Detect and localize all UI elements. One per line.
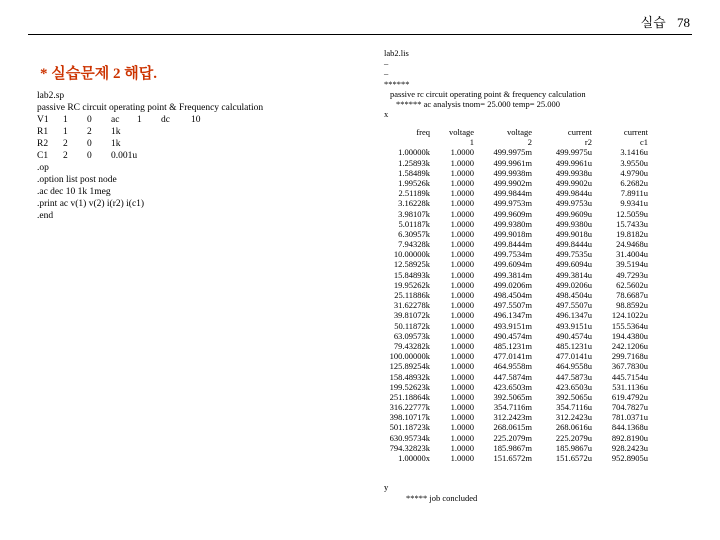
table-cell: 3.9550u [620,157,648,168]
table-cell: 1.0000 [450,208,474,219]
table-cell: 498.4504u [555,290,592,300]
table-cell: 490.4574u [555,330,592,341]
netlist-cell: 1k [111,127,121,137]
table-cell: 6.2682u [620,177,648,188]
table-cell: 499.3814m [493,269,532,280]
listing-line: x [384,109,389,120]
table-cell: 499.9753u [555,198,592,209]
table-cell: 39.5194u [616,259,648,270]
table-cell: 367.7830u [611,361,648,372]
header-title: 실습 [640,15,666,30]
table-cell: 499.8444u [555,239,592,250]
table-cell: 354.7116m [493,402,532,413]
table-cell: 225.2079m [493,432,532,443]
netlist-cell: dc [161,115,170,125]
table-cell: 1.0000 [450,239,474,250]
table-cell: 194.4380u [611,330,648,341]
table-cell: 892.8190u [611,432,648,443]
listing-y-marker: y [384,482,389,492]
page-header [633,12,690,31]
table-cell: 496.1347u [555,310,592,321]
netlist-element [37,150,263,162]
table-cell: 25.11886k [394,290,430,300]
netlist-cell: 1 [63,115,68,125]
table-cell: 185.9867u [555,442,592,453]
table-cell: 398.10717k [389,412,430,423]
table-cell: 1.0000 [450,279,474,290]
table-cell: 6.30957k [398,228,430,239]
table-cell: 1.0000 [450,167,474,178]
table-cell: 185.9867m [493,442,532,453]
table-cell: 1.0000 [450,453,474,463]
netlist-directive: .ac dec 10 1k 1meg [37,187,111,197]
table-cell: 619.4792u [611,391,648,402]
table-cell: 630.95734k [389,432,430,443]
table-cell: 1.99526k [398,177,430,188]
netlist-line: lab2.sp [37,91,65,101]
table-cell: 1.0000 [450,147,474,158]
table-cell: 7.8911u [620,188,648,199]
problem-title: * 실습문제 2 해답. [40,66,157,82]
table-cell: 477.0141m [493,351,532,362]
table-cell: 794.32823k [389,442,430,453]
table-cell: 952.8905u [611,453,648,463]
table-cell: 1.0000 [450,412,474,423]
netlist-cell: 0 [87,115,92,125]
table-cell: 79.43282k [393,340,430,351]
table-cell: 24.9468u [616,239,648,250]
table-cell: 423.6503u [555,381,592,392]
listing-header [384,48,586,119]
table-cell: 9.9341u [620,198,648,209]
listing-line: – [384,68,389,79]
table-cell: 1.0000 [450,188,474,199]
table-cell: 299.7168u [611,351,648,362]
table-cell: 499.0206u [555,279,592,290]
table-cell: 1.0000 [450,310,474,321]
netlist-element [37,114,263,126]
table-cell: 1.0000 [450,290,474,300]
table-cell: 1.58489k [398,167,430,178]
table-cell: 268.0616u [555,422,592,433]
table-cell: 316.22777k [389,402,430,413]
table-cell: 10.00000k [393,249,430,260]
table-cell: 445.7154u [611,371,648,382]
netlist-cell: C1 [37,151,49,161]
table-cell: 496.1347m [493,310,532,321]
table-cell: 158.48932k [389,371,430,382]
table-cell: 5.01187k [398,218,430,229]
table-cell: 1.0000 [450,432,474,443]
table-cell: 4.9790u [620,167,648,178]
table-cell: 499.9902m [493,177,532,188]
table-cell: 499.6094m [493,259,532,270]
netlist-cell: 2 [63,139,68,149]
table-cell: 3.16228k [398,198,430,209]
table-cell: 31.62278k [393,300,430,311]
table-cell: 151.6572u [555,453,592,463]
table-cell: 493.9151m [493,320,532,331]
table-cell: 1.0000 [450,391,474,402]
netlist-cell: 2 [63,151,68,161]
table-cell: 499.7534m [493,249,532,260]
table-cell: 78.6687u [616,290,648,300]
table-cell: 499.6094u [555,259,592,270]
table-cell: 1.0000 [450,198,474,209]
listing-line: ****** ac analysis tnom= 25.000 temp= 25.000 [396,98,560,109]
netlist-cell: 10 [191,115,201,125]
table-cell: 499.9902u [555,177,592,188]
table-cell: 499.3814u [555,269,592,280]
table-cell: 1.0000 [450,228,474,239]
table-cell: 1.0000 [450,330,474,341]
table-cell: 490.4574m [493,330,532,341]
netlist-cell: 1 [63,127,68,137]
table-cell: 155.5364u [611,320,648,331]
table-cell: 499.8444m [493,239,532,250]
table-cell: 1 [469,137,474,148]
table-cell: 499.9938u [555,167,592,178]
table-cell: 499.9609m [493,208,532,219]
table-cell: current [623,127,648,137]
netlist-cell: 1k [111,139,121,149]
table-cell: 1.0000 [450,351,474,362]
table-cell: 3.98107k [398,208,430,219]
table-cell: 1.0000 [450,361,474,372]
table-cell: 498.4504m [493,290,532,300]
table-cell: 499.9961m [493,157,532,168]
header-rule [28,34,692,35]
listing-tail [384,482,477,503]
netlist-cell: V1 [37,115,49,125]
netlist-cell: 0 [87,139,92,149]
table-cell: 1.0000 [450,320,474,331]
table-cell: 499.0206m [493,279,532,290]
table-cell: 12.58925k [393,259,430,270]
table-cell: 1.0000 [450,249,474,260]
table-cell: 151.6572m [493,453,532,463]
table-cell: current [567,127,592,137]
table-cell: 125.89254k [389,361,430,372]
table-cell: 1.0000 [450,177,474,188]
table-cell: 49.7293u [616,269,648,280]
netlist-cell: R2 [37,139,49,149]
table-cell: 354.7116u [556,402,592,413]
table-cell: 1.0000 [450,157,474,168]
table-cell: 497.5507m [493,300,532,311]
table-cell: 19.8182u [616,228,648,239]
table-cell: 19.95262k [393,279,430,290]
table-cell: 1.0000 [450,422,474,433]
netlist-cell: 0 [87,151,92,161]
page-number: 78 [677,15,690,30]
netlist-cell: R1 [37,127,49,137]
table-cell: 1.25893k [398,157,430,168]
job-concluded-line: ***** job concluded [406,492,478,503]
table-cell: 499.9975u [555,147,592,158]
netlist-block [37,90,263,222]
table-cell: 199.52623k [389,381,430,392]
table-cell: 464.9558u [555,361,592,372]
netlist-directive: .option list post node [37,175,117,185]
listing-line: passive rc circuit operating point & frequency calculation [390,88,586,99]
table-cell: r2 [584,137,592,148]
netlist-directive: .op [37,163,49,173]
table-cell: 499.9753m [493,198,532,209]
table-cell: 392.5065m [493,391,532,402]
table-cell: 242.1206u [611,340,648,351]
table-cell: 225.2079u [555,432,592,443]
table-cell: 704.7827u [611,402,648,413]
table-cell: voltage [448,127,474,137]
table-cell: 1.0000 [450,259,474,270]
table-cell: 844.1368u [611,422,648,433]
table-cell: 493.9151u [555,320,592,331]
netlist-element [37,138,263,150]
table-cell: 477.0141u [555,351,592,362]
table-cell: 98.8592u [616,300,648,311]
table-cell: 499.9961u [555,157,592,168]
listing-line: ****** [384,78,410,89]
table-cell: 499.9975m [493,147,532,158]
table-cell: voltage [506,127,532,137]
table-cell: freq [416,127,430,137]
table-cell: 497.5507u [555,300,592,311]
table-cell: 12.5059u [616,208,648,219]
table-cell: 31.4004u [616,249,648,260]
table-cell: 63.09573k [393,330,430,341]
netlist-directive: .end [37,211,54,221]
table-cell: 1.0000 [450,340,474,351]
netlist-line: passive RC circuit operating point & Frequency calculation [37,103,264,113]
table-cell: 499.9844m [493,188,532,199]
table-cell: 7.94328k [398,239,430,250]
table-cell: 1.00000x [398,453,430,463]
table-cell: 1.0000 [450,381,474,392]
netlist-element [37,126,263,138]
table-cell: 1.0000 [450,300,474,311]
table-cell: 501.18723k [389,422,430,433]
table-cell: 423.6503m [493,381,532,392]
table-cell: 485.1231m [493,340,532,351]
table-cell: 499.9018m [493,228,532,239]
table-cell: 499.9609u [555,208,592,219]
table-cell: 2.51189k [398,188,430,199]
table-cell: 124.1022u [611,310,648,321]
table-cell: 928.2423u [611,442,648,453]
table-cell: 1.0000 [450,402,474,413]
table-cell: 50.11872k [394,320,430,331]
table-cell: 312.2423u [555,412,592,423]
netlist-directive: .print ac v(1) v(2) i(r2) i(c1) [37,199,145,209]
table-cell: 447.5873u [555,371,592,382]
table-cell: 2 [527,137,532,148]
table-cell: 781.0371u [611,412,648,423]
table-cell: 499.9380u [555,218,592,229]
table-cell: 499.9844u [555,188,592,199]
table-cell: 485.1231u [555,340,592,351]
table-cell: 392.5065u [555,391,592,402]
table-cell: 499.9380m [493,218,532,229]
table-cell: 1.0000 [450,442,474,453]
table-cell: 1.0000 [450,371,474,382]
listing-line: – [384,58,389,69]
table-cell: 62.5602u [616,279,648,290]
table-cell: c1 [639,137,648,148]
netlist-cell: 2 [87,127,92,137]
table-cell: 312.2423m [493,412,532,423]
table-cell: 100.00000k [389,351,430,362]
table-cell: 3.1416u [620,147,648,158]
table-cell: 251.18864k [389,391,430,402]
table-cell: 39.81072k [393,310,430,321]
table-cell: 1.0000 [450,269,474,280]
netlist-cell: ac [111,115,120,125]
table-cell: 1.00000k [398,147,430,158]
table-cell: 499.9938m [493,167,532,178]
table-cell: 464.9558m [493,361,532,372]
netlist-cell: 0.001u [111,151,138,161]
listing-line: lab2.lis [384,48,409,58]
table-cell: 499.7535u [555,249,592,260]
table-cell: 15.7433u [616,218,648,229]
table-cell: 447.5874m [493,371,532,382]
table-cell: 1.0000 [450,218,474,229]
table-cell: 531.1136u [612,381,648,392]
table-cell: 499.9018u [555,228,592,239]
netlist-cell: 1 [137,115,142,125]
table-cell: 15.84893k [393,269,430,280]
table-cell: 268.0615m [493,422,532,433]
